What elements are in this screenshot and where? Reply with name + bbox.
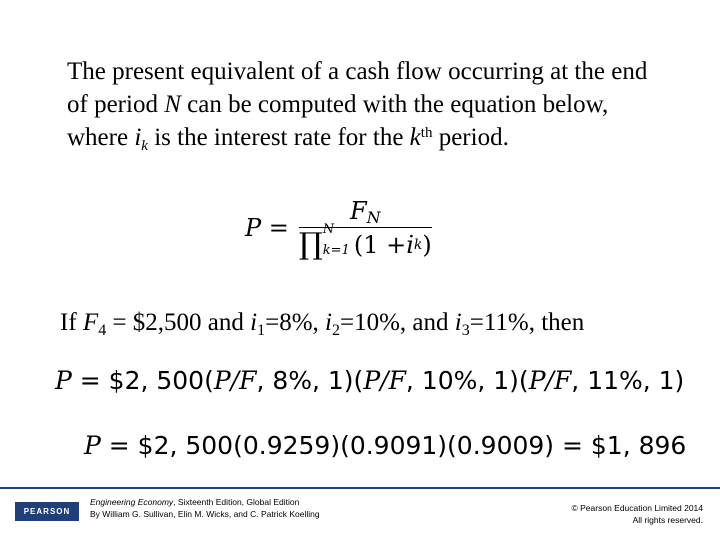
given-text-2: = $2,500 and <box>106 309 251 336</box>
product-limits <box>322 221 350 258</box>
given-i3: i <box>454 309 462 336</box>
denominator-i: i <box>406 230 414 259</box>
numerator-subscript: N <box>366 207 381 227</box>
formula-lhs: P = <box>245 214 289 242</box>
result-equation <box>84 431 720 460</box>
given-i1: i <box>250 309 258 336</box>
formula-denominator: ∏ N k=1 (1 + i k ) <box>298 221 432 262</box>
product-upper-limit: N <box>322 221 335 237</box>
result-eq-rest: = $2, 500(0.9259)(0.9091)(0.9009) = $1, 896 <box>100 431 687 460</box>
book-title: Engineering Economy <box>90 497 174 507</box>
intro-text-3: is the interest rate for the <box>147 124 410 151</box>
formula-fraction <box>299 197 432 260</box>
pearson-logo-text: PEARSON <box>23 507 71 516</box>
factor-eq-PF1: P/F <box>213 366 257 395</box>
given-i2-subscript: 2 <box>331 322 340 339</box>
given-text-5: =11%, then <box>469 309 585 336</box>
footer-divider <box>0 487 720 489</box>
factor-eq-PF3: P/F <box>528 366 572 395</box>
period-index: k <box>409 124 421 151</box>
copyright-text: © Pearson Education Limited 2014 <box>571 503 703 513</box>
result-eq-P: P <box>84 431 101 460</box>
footer-citation <box>90 496 320 520</box>
given-F-subscript: 4 <box>98 322 107 339</box>
factor-eq-args2: , 10%, 1)( <box>405 366 529 395</box>
product-lower-limit: k=1 <box>322 242 350 258</box>
given-i3-subscript: 3 <box>461 322 470 339</box>
factor-equation <box>55 366 695 395</box>
given-text-1: If <box>60 309 83 336</box>
factor-eq-args1: , 8%, 1)( <box>256 366 364 395</box>
book-edition: , Sixteenth Edition, Global Edition <box>173 497 300 507</box>
ordinal-suffix: th <box>420 125 433 141</box>
numerator-F: F <box>349 196 367 225</box>
footer-copyright <box>572 502 703 526</box>
given-i1-subscript: 1 <box>257 322 266 339</box>
given-F: F <box>82 309 99 336</box>
given-text-3: =8%, <box>265 309 326 336</box>
interest-subscript: k <box>141 138 148 154</box>
intro-paragraph <box>67 55 667 154</box>
factor-eq-P: P <box>55 366 72 395</box>
denominator-close: ) <box>422 230 432 259</box>
product-symbol: ∏ <box>298 226 323 262</box>
present-value-formula <box>245 188 432 268</box>
factor-eq-PF2: P/F <box>363 366 406 395</box>
period-variable: N <box>164 91 181 118</box>
denominator-open: (1 + <box>353 230 407 259</box>
intro-text-2: can be computed with the equation below, where <box>67 91 609 151</box>
rights-text: All rights reserved. <box>632 515 703 525</box>
intro-text-1: The present equivalent of a cash flow occurring at the end of period <box>67 58 648 118</box>
given-i2: i <box>325 309 332 336</box>
factor-eq-args3: , 11%, 1) <box>571 366 685 395</box>
given-values-line <box>60 307 584 339</box>
given-text-4: =10%, and <box>339 309 455 336</box>
interest-variable: i <box>134 124 142 151</box>
intro-text-4: period. <box>432 124 509 151</box>
factor-eq-amount: = $2, 500( <box>71 366 214 395</box>
pearson-logo <box>15 502 79 521</box>
book-authors: By William G. Sullivan, Elin M. Wicks, and C. Patrick Koelling <box>90 509 320 519</box>
